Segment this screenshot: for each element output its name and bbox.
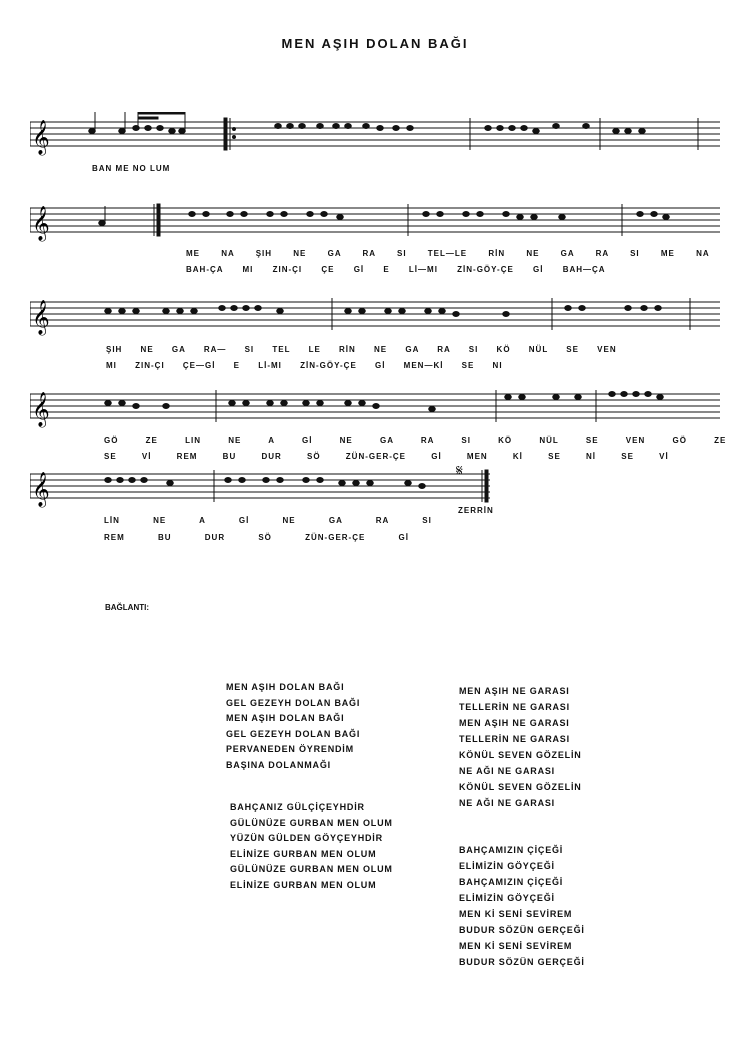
verse-left-1 bbox=[226, 680, 360, 773]
staff-4 bbox=[30, 384, 730, 434]
svg-text:𝄋: 𝄋 bbox=[456, 464, 463, 480]
verse-left-2 bbox=[230, 800, 393, 893]
svg-text:𝄞: 𝄞 bbox=[32, 206, 50, 241]
verse-line: MEN AŞIH DOLAN BAĞI bbox=[226, 682, 345, 692]
verse-line: TELLERİN NE GARASI bbox=[459, 702, 570, 712]
lyrics-staff-5-line-1: LİN NE A Gİ NE GA RA SI bbox=[104, 516, 432, 525]
verse-line: MEN AŞIH DOLAN BAĞI bbox=[226, 713, 345, 723]
verse-line: ELİNİZE GURBAN MEN OLUM bbox=[230, 848, 377, 859]
lyrics-staff-5-line-2: REM BU DUR SÖ ZÜN-GER-ÇE Gİ bbox=[104, 533, 409, 542]
verse-line: GEL GEZEYH DOLAN BAĞI bbox=[226, 697, 361, 708]
svg-text:𝄞: 𝄞 bbox=[32, 120, 50, 155]
lyrics-staff-3-line-2: MI ZIN-ÇI ÇE—Gİ E Lİ-MI ZİN-GÖY-ÇE Gİ MEN—Kİ SE NI bbox=[106, 361, 503, 370]
song-title: MEN AŞIH DOLAN BAĞI bbox=[281, 36, 469, 51]
verse-line: MEN AŞIH NE GARASI bbox=[459, 718, 570, 728]
verse-line: GÜLÜNÜZE GURBAN MEN OLUM bbox=[230, 864, 393, 874]
svg-text:𝄞: 𝄞 bbox=[32, 392, 50, 427]
lyrics-staff-4-line-1: GÖ ZE LIN NE A Gİ NE GA RA SI KÖ NÜL SE VEN GÖ ZE bbox=[104, 436, 727, 445]
verse-line: NE AĞI NE GARASI bbox=[459, 766, 555, 776]
verse-right-2 bbox=[459, 842, 585, 970]
verse-line: KÖNÜL SEVEN GÖZELİN bbox=[459, 750, 582, 760]
staff-2 bbox=[30, 198, 730, 248]
lyrics-staff-3-line-1: ŞIH NE GA RA— SI TEL LE RİN NE GA RA SI KÖ NÜL SE VEN bbox=[106, 345, 617, 354]
verse-line: BAŞINA DOLANMAĞI bbox=[226, 759, 331, 770]
verse-line: MEN Kİ SENİ SEVİREM bbox=[459, 941, 573, 951]
end-word: ZERRİN bbox=[458, 506, 494, 515]
lyrics-staff-2-line-2: BAH-ÇA MI ZIN-ÇI ÇE Gİ E Lİ—MI ZİN-GÖY-ÇE Gİ BAH—ÇA bbox=[186, 265, 606, 274]
svg-text:𝄞: 𝄞 bbox=[32, 300, 50, 335]
verse-line: MEN AŞIH NE GARASI bbox=[459, 686, 570, 696]
verse-line: ELİMİZİN GÖYÇEĞİ bbox=[459, 861, 555, 871]
verse-line: BUDUR SÖZÜN GERÇEĞİ bbox=[459, 925, 585, 935]
verse-line: BAHÇAMIZIN ÇİÇEĞİ bbox=[459, 845, 564, 855]
staff-1 bbox=[30, 112, 730, 162]
verse-line: ELİNİZE GURBAN MEN OLUM bbox=[230, 879, 377, 890]
lyrics-staff-1-line-1: BAN ME NO LUM bbox=[92, 164, 171, 173]
verse-line: PERVANEDEN ÖYRENDİM bbox=[226, 744, 354, 754]
verse-line: TELLERİN NE GARASI bbox=[459, 734, 570, 744]
lyrics-staff-4-line-2: SE Vİ REM BU DUR SÖ ZÜN-GER-ÇE Gİ MEN Kİ SE Nİ SE Vİ bbox=[104, 452, 669, 461]
staff-5 bbox=[30, 464, 500, 514]
verse-line: ELİMİZİN GÖYÇEĞİ bbox=[459, 893, 555, 903]
verse-line: GEL GEZEYH DOLAN BAĞI bbox=[226, 728, 361, 739]
verse-line: BUDUR SÖZÜN GERÇEĞİ bbox=[459, 957, 585, 967]
verse-line: GÜLÜNÜZE GURBAN MEN OLUM bbox=[230, 817, 393, 828]
verse-line: MEN Kİ SENİ SEVİREM bbox=[459, 909, 573, 919]
svg-text:𝄞: 𝄞 bbox=[32, 472, 50, 507]
verse-line: NE AĞI NE GARASI bbox=[459, 798, 555, 808]
verse-right-1 bbox=[459, 683, 582, 811]
lyrics-staff-2-line-1: ME NA ŞIH NE GA RA SI TEL—LE RİN NE GA RA SI ME NA bbox=[186, 249, 710, 258]
staff-3 bbox=[30, 292, 730, 342]
section-label: BAĞLANTI: bbox=[105, 603, 149, 612]
verse-line: YÜZÜN GÜLDEN GÖYÇEYHDİR bbox=[230, 833, 383, 843]
verse-line: BAHÇAMIZIN ÇİÇEĞİ bbox=[459, 877, 564, 887]
verse-line: BAHÇANIZ GÜLÇİÇEYHDİR bbox=[230, 802, 365, 812]
verse-line: KÖNÜL SEVEN GÖZELİN bbox=[459, 782, 582, 792]
